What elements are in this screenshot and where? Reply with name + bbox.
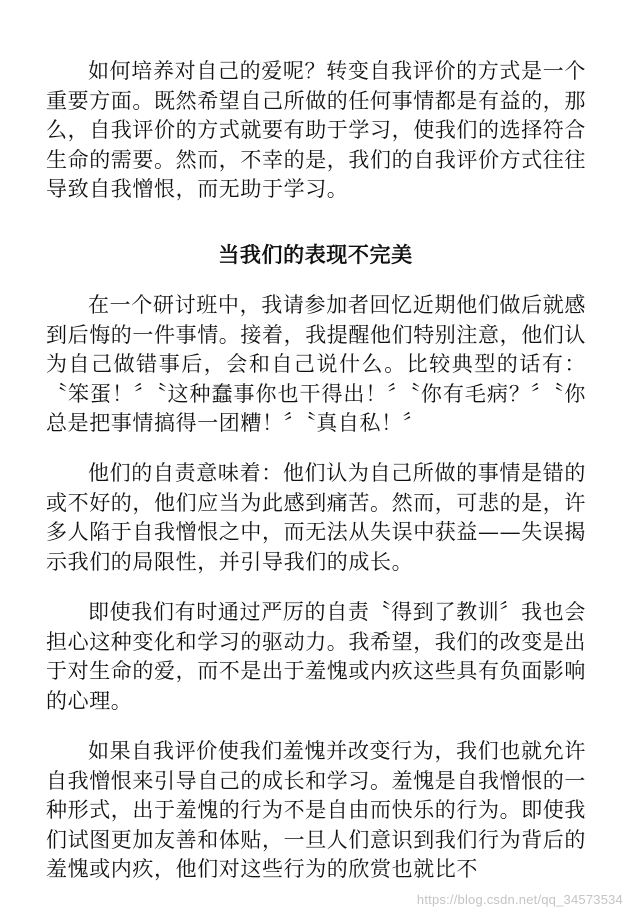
paragraph-1: 如何培养对自己的爱呢？转变自我评价的方式是一个重要方面。既然希望自己所做的任何事情都是有益的，那么，自我评价的方式就要有助于学习，使我们的选择符合生命的需要。然而，不幸的是，我们的自我评价方式往往导致自我憎恨，而无助于学习。 — [46, 59, 586, 201]
paragraph-3: 他们的自责意味着：他们认为自己所做的事情是错的或不好的，他们应当为此感到痛苦。然而，可悲的是，许多人陷于自我憎恨之中，而无法从失误中获益——失误揭示我们的局限性，并引导我们的成长。 — [46, 461, 586, 574]
paragraph-4: 即使我们有时通过严厉的自责〝得到了教训〞我也会担心这种变化和学习的驱动力。我希望，我们的改变是出于对生命的爱，而不是出于羞愧或内疚这些具有负面影响的心理。 — [46, 600, 586, 713]
watermark-url: https://blog.csdn.net/qq_34573534 — [416, 892, 623, 907]
section-heading: 当我们的表现不完美 — [218, 242, 413, 267]
paragraph-2: 在一个研讨班中，我请参加者回忆近期他们做后就感到后悔的一件事情。接着，我提醒他们特别注意，他们认为自己做错事后，会和自己说什么。比较典型的话有：〝笨蛋！〞〝这种蠢事你也干得出！〞〝你有毛病？〞〝你总是把事情搞得一团糟！〞〝真自私！〞 — [46, 293, 586, 435]
paragraph-5: 如果自我评价使我们羞愧并改变行为，我们也就允许自我憎恨来引导自己的成长和学习。羞愧是自我憎恨的一种形式，出于羞愧的行为不是自由而快乐的行为。即使我们试图更加友善和体贴，一旦人们意识到我们行为背后的羞愧或内疚，他们对这些行为的欣赏也就比不 — [46, 739, 586, 881]
